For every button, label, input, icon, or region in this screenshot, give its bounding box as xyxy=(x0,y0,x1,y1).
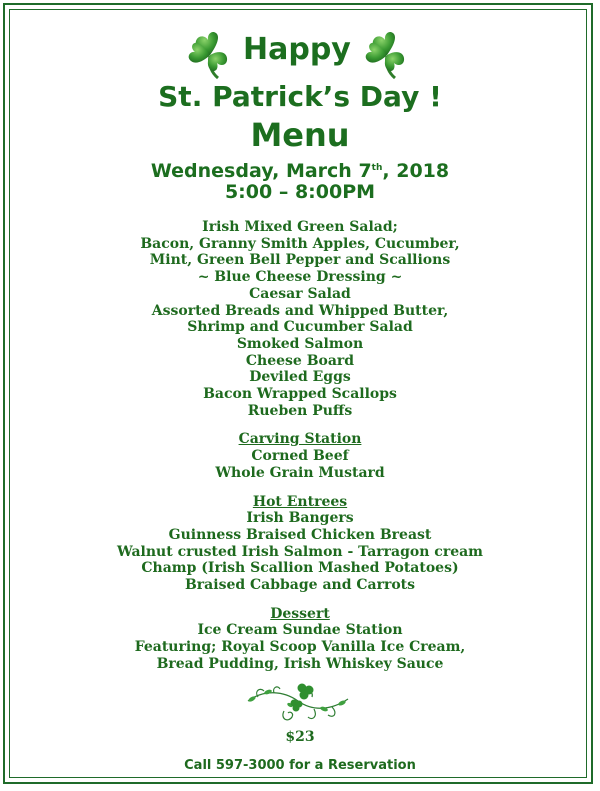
section-dessert xyxy=(0,606,600,673)
list-item: Assorted Breads and Whipped Butter, xyxy=(151,302,449,319)
list-item: Rueben Puffs xyxy=(247,402,353,419)
list-item: Featuring; Royal Scoop Vanilla Ice Cream, xyxy=(134,639,466,656)
list-item: Caesar Salad xyxy=(249,285,351,302)
shamrock-vine-icon xyxy=(244,681,352,729)
list-item: Shrimp and Cucumber Salad xyxy=(187,319,413,336)
price: $23 xyxy=(285,729,315,745)
list-item: Bacon, Granny Smith Apples, Cucumber, xyxy=(140,235,460,252)
reservation-call: Call 597-3000 for a Reservation xyxy=(184,758,416,773)
list-item: Braised Cabbage and Carrots xyxy=(184,577,416,594)
list-item: Bacon Wrapped Scallops xyxy=(203,386,397,403)
list-item: Smoked Salmon xyxy=(236,335,364,352)
event-date xyxy=(0,156,600,183)
event-date-year: , 2018 xyxy=(382,160,450,182)
happy-heading: Happy xyxy=(243,32,351,67)
list-item: Bread Pudding, Irish Whiskey Sauce xyxy=(156,655,444,672)
page-subtitle: Menu xyxy=(250,116,350,154)
section-hot-entrees xyxy=(0,494,600,594)
menu-body xyxy=(0,219,600,673)
list-item: Deviled Eggs xyxy=(249,369,351,386)
list-item: Guinness Braised Chicken Breast xyxy=(168,526,432,543)
event-date-suffix: th xyxy=(371,163,383,173)
page-title: St. Patrick’s Day ! xyxy=(158,80,442,113)
list-item: Cheese Board xyxy=(245,352,355,369)
event-date-main: Wednesday, March 7 xyxy=(150,160,372,182)
section-carving-station xyxy=(0,431,600,481)
section-title: Dessert xyxy=(270,605,330,622)
section-title: Hot Entrees xyxy=(252,493,348,510)
section-title: Carving Station xyxy=(238,431,362,448)
shamrock-icon xyxy=(181,28,239,80)
list-item: ~ Blue Cheese Dressing ~ xyxy=(197,269,403,286)
list-item: Corned Beef xyxy=(251,448,349,465)
list-item: Walnut crusted Irish Salmon - Tarragon cream xyxy=(116,543,483,560)
list-item: Ice Cream Sundae Station xyxy=(197,622,403,639)
list-item: Mint, Green Bell Pepper and Scallions xyxy=(149,252,451,269)
list-item: Champ (Irish Scallion Mashed Potatoes) xyxy=(141,560,459,577)
shamrock-icon xyxy=(358,28,416,80)
list-item: Irish Bangers xyxy=(246,510,354,527)
header-row xyxy=(0,28,600,80)
list-item: Irish Mixed Green Salad; xyxy=(202,219,398,235)
event-time: 5:00 – 8:00PM xyxy=(224,181,376,203)
list-item: Whole Grain Mustard xyxy=(215,464,385,481)
intro-list xyxy=(0,219,600,419)
